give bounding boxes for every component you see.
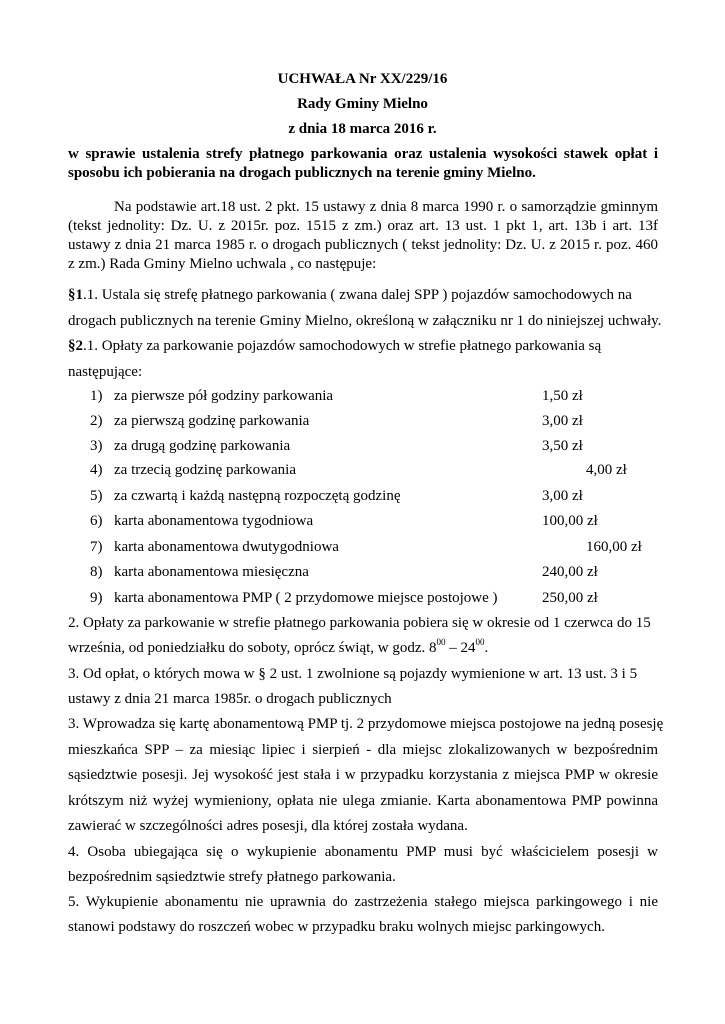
fee-item <box>90 560 660 584</box>
point-3b-line-5: zawierać w szczególności adres posesji, dla której została wydana. <box>68 818 468 834</box>
fee-price: 3,00 zł <box>542 413 583 429</box>
resolution-subject: w sprawie ustalenia strefy płatnego parkowania oraz ustalenia wysokości stawek opłat i sposobu ich pobierania na drogach publicznych na terenie gminy Mielno. <box>68 146 658 181</box>
fee-label: karta abonamentowa miesięczna <box>114 564 309 580</box>
fee-price: 100,00 zł <box>542 513 598 529</box>
paragraph-1-text: .1. Ustala się strefę płatnego parkowania ( zwana dalej SPP ) pojazdów samochodowych na <box>83 287 632 303</box>
fee-price: 3,00 zł <box>542 488 583 504</box>
resolution-title: UCHWAŁA Nr XX/229/16 <box>277 71 448 87</box>
fee-item <box>90 535 660 559</box>
point-3b-line-4: krótszym niż wyżej wymieniony, opłata nie ulega zmianie. Karta abonamentowa PMP powinna <box>68 793 658 809</box>
fee-number: 2) <box>90 413 103 429</box>
fee-label: za pierwsze pół godziny parkowania <box>114 388 334 404</box>
hour-start-superscript: 00 <box>436 637 446 647</box>
fee-number: 4) <box>90 462 103 478</box>
hour-end-superscript: 00 <box>475 637 485 647</box>
fee-item <box>90 458 660 482</box>
point-2-text: września, od poniedziałku do soboty, oprócz świąt, w godz. 8 <box>68 640 437 656</box>
point-3b-line-3: sąsiedztwie posesji. Jej wysokość jest stała i w przypadku korzystania z miejsca PMP w okresie <box>68 767 658 783</box>
point-2-line-1: 2. Opłaty za parkowanie w strefie płatnego parkowania pobiera się w okresie od 1 czerwca do 15 <box>68 615 651 631</box>
point-3b-line-2: mieszkańca SPP – za miesiąc lipiec i sierpień - dla miejsc zlokalizowanych w bezpośrednim <box>68 742 658 758</box>
fee-label: karta abonamentowa tygodniowa <box>114 513 314 529</box>
fee-item <box>90 509 660 533</box>
fee-label: karta abonamentowa dwutygodniowa <box>114 539 339 555</box>
fee-number: 9) <box>90 590 103 606</box>
fee-number: 3) <box>90 438 103 454</box>
fee-price: 160,00 zł <box>586 539 642 555</box>
fee-label: za pierwszą godzinę parkowania <box>114 413 310 429</box>
fee-number: 1) <box>90 388 103 404</box>
fee-price: 1,50 zł <box>542 388 583 404</box>
hour-range-dash: – 24 <box>445 640 476 656</box>
point-3a-line-1: 3. Od opłat, o których mowa w § 2 ust. 1 zwolnione są pojazdy wymienione w art. 13 ust. 3 i 5 <box>68 666 638 682</box>
point-4-line-2: bezpośrednim sąsiedztwie strefy płatnego parkowania. <box>68 869 396 885</box>
fee-label: za czwartą i każdą następną rozpoczętą godzinę <box>114 488 401 504</box>
point-2-line-2 <box>68 636 658 660</box>
paragraph-2-line-2: następujące: <box>68 364 143 380</box>
fee-number: 8) <box>90 564 103 580</box>
fee-item <box>90 484 660 508</box>
point-5-line-2: stanowi podstawy do roszczeń wobec w przypadku braku wolnych miejsc parkingowych. <box>68 919 605 935</box>
legal-basis: Na podstawie art.18 ust. 2 pkt. 15 ustawy z dnia 8 marca 1990 r. o samorządzie gminnym (tekst jednolity: Dz. U. z 2015r. poz. 1515 z zm.) oraz art. 13 ust. 1 pkt 1, art. 13b i art. 13f ustawy z dnia 21 marca 1985 r. o drogach publicznych ( tekst jednolity: Dz. U. z 2015 r. poz. 460 z zm.) Rada Gminy Mielno uchwala , co następuje: <box>68 199 658 272</box>
fee-label: za drugą godzinę parkowania <box>114 438 291 454</box>
paragraph-1-line-2: drogach publicznych na terenie Gminy Mielno, określoną w załączniku nr 1 do niniejszej uchwały. <box>68 313 662 329</box>
fee-price: 240,00 zł <box>542 564 598 580</box>
fee-item <box>90 586 660 610</box>
fee-number: 7) <box>90 539 103 555</box>
point-2-suffix: . <box>484 640 489 656</box>
point-4-line-1: 4. Osoba ubiegająca się o wykupienie abonamentu PMP musi być właścicielem posesji w <box>68 844 658 860</box>
resolution-date: z dnia 18 marca 2016 r. <box>288 121 437 137</box>
paragraph-1-line-1 <box>68 283 658 307</box>
point-3b-line-1: 3. Wprowadza się kartę abonamentową PMP tj. 2 przydomowe miejsca postojowe na jedną posesję <box>68 716 664 732</box>
fee-label: za trzecią godzinę parkowania <box>114 462 296 478</box>
paragraph-2-line-1 <box>68 334 658 358</box>
fee-price: 4,00 zł <box>586 462 627 478</box>
section-marker: §1 <box>68 287 83 303</box>
fee-number: 5) <box>90 488 103 504</box>
point-3a-line-2: ustawy z dnia 21 marca 1985r. o drogach publicznych <box>68 691 392 707</box>
point-5-line-1: 5. Wykupienie abonamentu nie uprawnia do zastrzeżenia stałego miejsca parkingowego i nie <box>68 894 658 910</box>
fee-item <box>90 434 660 458</box>
fee-number: 6) <box>90 513 103 529</box>
section-marker: §2 <box>68 338 83 354</box>
fee-price: 3,50 zł <box>542 438 583 454</box>
fee-label: karta abonamentowa PMP ( 2 przydomowe miejsce postojowe ) <box>114 590 498 606</box>
paragraph-2-text: .1. Opłaty za parkowanie pojazdów samochodowych w strefie płatnego parkowania są <box>83 338 602 354</box>
council-name: Rady Gminy Mielno <box>297 96 428 112</box>
fee-item <box>90 409 660 433</box>
fee-item <box>90 384 660 408</box>
fee-price: 250,00 zł <box>542 590 598 606</box>
